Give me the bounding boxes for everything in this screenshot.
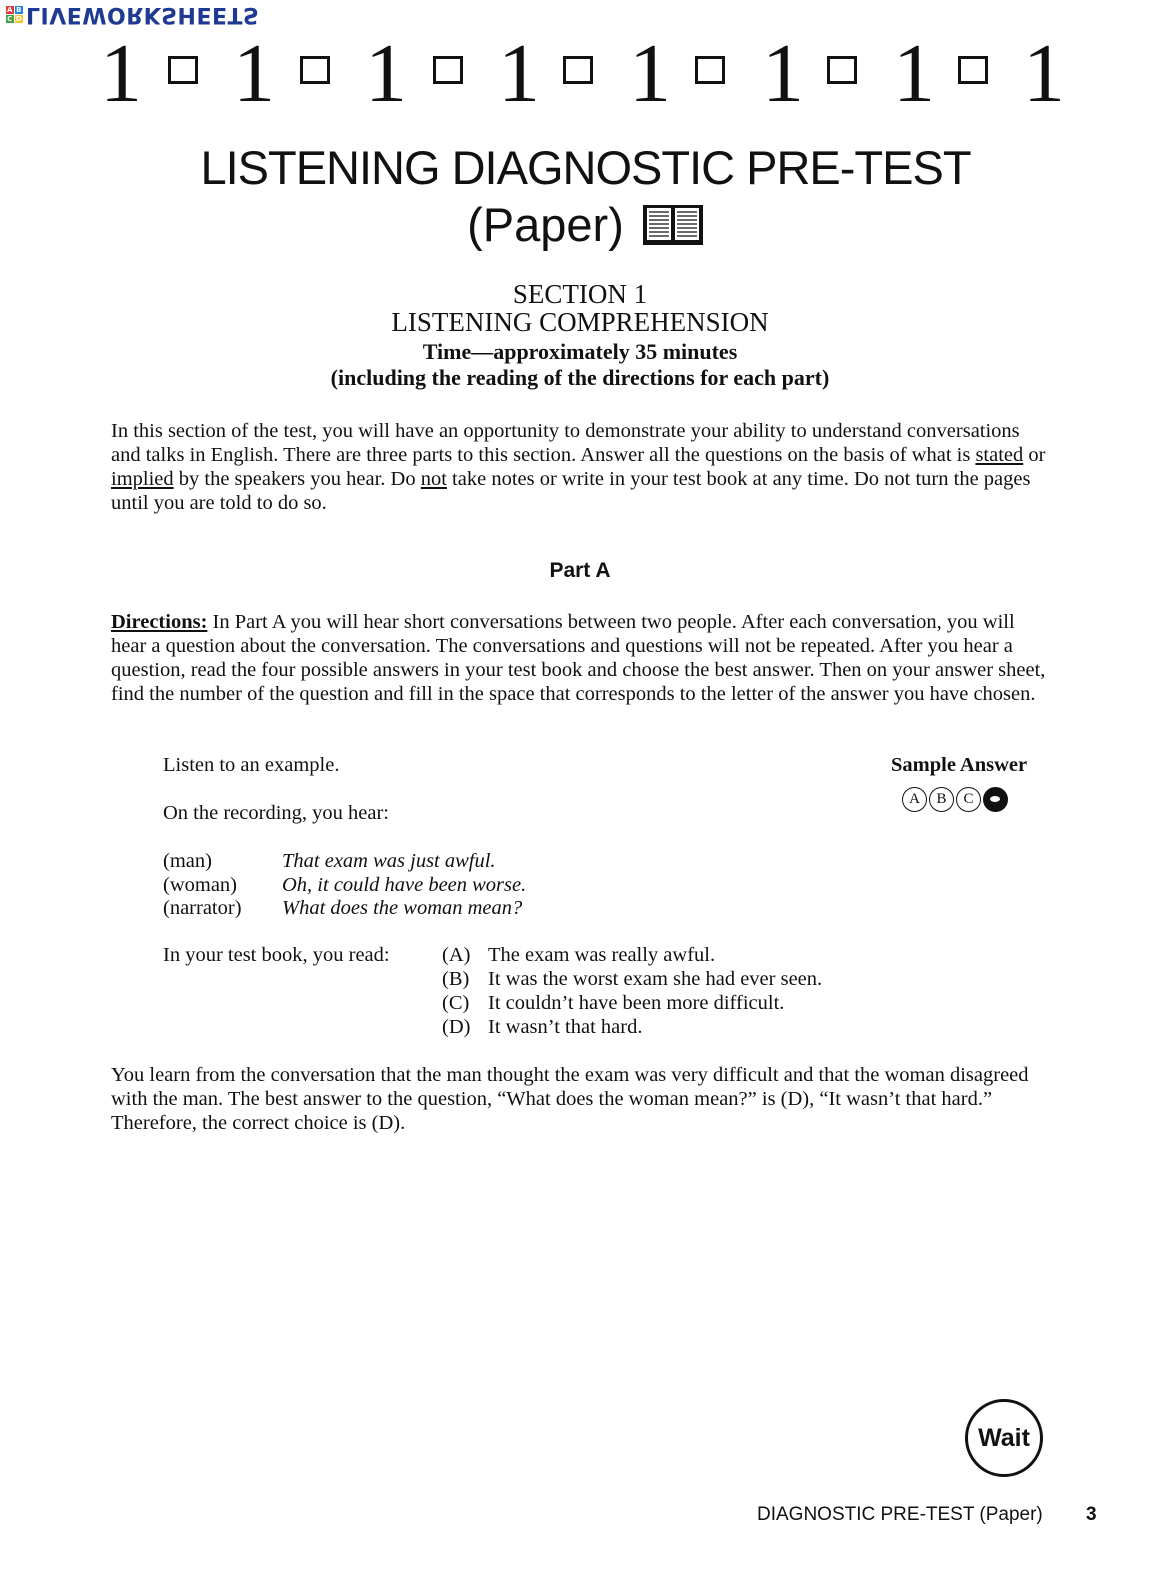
sample-answer-label: Sample Answer	[891, 754, 1028, 776]
logo-letter: D	[15, 15, 23, 23]
answer-bubble-c: C	[956, 787, 981, 812]
answer-bubble-a: A	[902, 787, 927, 812]
option-text: The exam was really awful.	[488, 944, 716, 966]
page-number: 3	[1086, 1504, 1097, 1525]
wait-badge: Wait	[965, 1399, 1043, 1477]
banner-digit: 1	[233, 27, 275, 120]
not-word: not	[420, 468, 447, 490]
option-letter: (A)	[442, 944, 471, 966]
intro-paragraph	[111, 419, 1051, 515]
open-book-icon	[642, 202, 704, 248]
section-banner	[100, 27, 1065, 120]
section-time-note: (including the reading of the directions for each part)	[330, 365, 830, 390]
banner-box	[300, 56, 330, 84]
liveworksheets-logo-icon	[6, 6, 23, 23]
banner-digit: 1	[893, 27, 935, 120]
banner-box	[433, 56, 463, 84]
dialogue-line: Oh, it could have been worse.	[282, 874, 527, 896]
section-number: SECTION 1	[512, 279, 648, 309]
dialogue-speaker: (narrator)	[163, 897, 242, 919]
logo-letter: B	[16, 6, 22, 14]
sample-answer-bubbles	[902, 787, 1008, 812]
banner-digit: 1	[762, 27, 804, 120]
intro-text: by the speakers you hear. Do	[178, 468, 416, 490]
listen-example: Listen to an example.	[163, 754, 340, 776]
banner-digit: 1	[498, 27, 540, 120]
dialogue-speaker: (man)	[163, 850, 212, 872]
answer-bubble-b: B	[929, 787, 954, 812]
page-title: LISTENING DIAGNOSTIC PRE-TEST	[200, 141, 971, 194]
banner-digit: 1	[100, 27, 142, 120]
banner-box	[168, 56, 198, 84]
banner-box	[563, 56, 593, 84]
dialogue-line: What does the woman mean?	[282, 897, 523, 919]
option-letter: (C)	[442, 992, 470, 1014]
banner-digit: 1	[365, 27, 407, 120]
banner-box	[958, 56, 988, 84]
implied-word: implied	[111, 468, 174, 490]
logo-letter: C	[7, 15, 13, 23]
directions-label: Directions:	[111, 611, 208, 633]
watermark-text: LIVEWORKSHEETS	[26, 2, 260, 27]
banner-box	[827, 56, 857, 84]
section-name: LISTENING COMPREHENSION	[391, 307, 769, 337]
logo-letter: A	[7, 6, 13, 14]
answer-bubble-d-filled	[983, 787, 1008, 812]
explanation-paragraph: You learn from the conversation that the man thought the exam was very difficult and that the woman disagreed with the man. The best answer to the question, “What does the woman mean?” is (D), “It wasn’t that hard.” Therefore, the correct choice is (D).	[111, 1064, 1029, 1134]
watermark	[6, 2, 259, 27]
option-letter: (B)	[442, 968, 470, 990]
page-subtitle-row	[0, 197, 1171, 252]
footer-label: DIAGNOSTIC PRE-TEST (Paper)	[757, 1504, 1043, 1525]
intro-text: or	[1028, 444, 1046, 466]
recording-intro: On the recording, you hear:	[163, 802, 389, 824]
banner-digit: 1	[629, 27, 671, 120]
banner-box	[695, 56, 725, 84]
stated-word: stated	[975, 444, 1024, 466]
directions-text: In Part A you will hear short conversations between two people. After each conversation, you will hear a question about the conversation. The conversations and questions will not be repeated. After you hear a question, read the four possible answers in your test book and choose the best answer. Then on your answer sheet, find the number of the question and fill in the space that corresponds to the letter of the answer you have chosen.	[111, 611, 1046, 705]
directions-paragraph	[111, 610, 1051, 706]
option-text: It wasn’t that hard.	[488, 1016, 643, 1038]
read-intro: In your test book, you read:	[163, 944, 390, 966]
option-text: It was the worst exam she had ever seen.	[488, 968, 823, 990]
page-subtitle: (Paper)	[467, 198, 624, 251]
intro-text: In this section of the test, you will have an opportunity to demonstrate your ability to understand conversations and talks in English. There are three parts to this section. Answer all the questions on the basis of what is	[111, 420, 1020, 466]
dialogue-speaker: (woman)	[163, 874, 238, 896]
part-a-heading: Part A	[549, 559, 611, 582]
option-letter: (D)	[442, 1016, 471, 1038]
dialogue-line: That exam was just awful.	[282, 850, 496, 872]
option-text: It couldn’t have been more difficult.	[488, 992, 785, 1014]
section-time: Time—approximately 35 minutes	[422, 339, 738, 364]
intro-text: take notes or write in your test book at any time. Do not turn the pages until you are told to do so.	[111, 468, 1031, 514]
banner-digit: 1	[1023, 27, 1065, 120]
